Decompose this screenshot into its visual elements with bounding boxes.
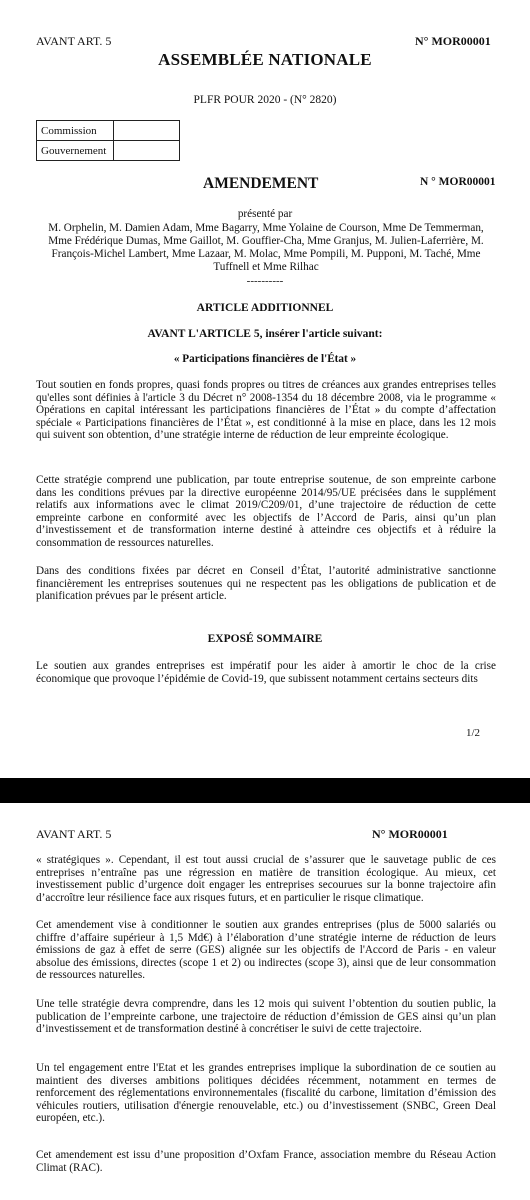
insert-instruction: AVANT L'ARTICLE 5, insérer l'article suivant: xyxy=(147,328,383,340)
article-heading: ARTICLE ADDITIONNEL xyxy=(196,302,334,314)
header-article-ref-2: AVANT ART. 5 xyxy=(36,827,112,841)
summary-paragraph-3: Cet amendement vise à conditionner le soutien aux grandes entreprises (plus de 5000 salariés ou chiffre d’affaire supérieur à 1,5 Md€) à l’élaboration d’une stratégie interne de réduction de leurs émissions de gaz à effet de serre (GES) alignée sur les objectifs de l'Accord de Paris - en valeur absolue des émissions, directes (scope 1 et 2) ou indirectes (scope 3), ainsi que de leur consommation de ressources naturelles. xyxy=(36,919,496,982)
article-name: « Participations financières de l'État » xyxy=(173,353,357,365)
header-amendment-number: N° MOR00001 xyxy=(415,34,491,48)
authors-list: M. Orphelin, M. Damien Adam, Mme Bagarry, Mme Yolaine de Courson, Mme De Temmerman, Mme Frédérique Dumas, Mme Gaillot, M. Gouffier-Cha, Mme Granjus, M. Julien-Laferrière, M. François-Michel Lambert, Mme Lazaar, M. Molac, Mme Pompili, M. Pupponi, M. Taché, Mme Tuffnell et Mme Rilhac xyxy=(48,222,484,273)
amendment-title: AMENDEMENT xyxy=(203,175,319,192)
government-value-cell xyxy=(114,141,180,161)
article-paragraph-2: Cette stratégie comprend une publication, par toute entreprise soutenue, de son empreinte carbone dans les conditions prévues par la directive européenne 2014/95/UE précisées dans le supplément relatifs aux informations avec le climat 2019/C209/01, d’une trajectoire de réduction de cette empreinte carbone en conformité avec les objectifs de l’Accord de Paris, ainsi qu’un plan d’investissement et de transformation interne destiné à atteindre ces objectifs et à réduire la consommation de ressources naturelles. xyxy=(36,474,496,549)
summary-paragraph-6: Cet amendement est issu d’une proposition d’Oxfam France, association membre du Réseau Action Climat (RAC). xyxy=(36,1149,496,1174)
bill-reference: PLFR POUR 2020 - (N° 2820) xyxy=(193,94,337,106)
commission-cell: Commission xyxy=(37,121,114,141)
article-paragraph-3: Dans des conditions fixées par décret en Conseil d’État, l’autorité administrative sanctionne financièrement les entreprises soutenues qui ne respectent pas les obligations de publication et de planification prévues par le présent article. xyxy=(36,565,496,603)
header-article-ref: AVANT ART. 5 xyxy=(36,34,112,48)
government-cell: Gouvernement xyxy=(37,141,114,161)
amendment-number: N ° MOR00001 xyxy=(420,176,496,188)
commission-value-cell xyxy=(114,121,180,141)
summary-paragraph-4: Une telle stratégie devra comprendre, dans les 12 mois qui suivent l’obtention du soutien public, la publication de l’empreinte carbone, une trajectoire de réduction d’émission de GES ainsi qu’un plan d’investissement et de transformation destiné à concrétiser le suivi de cette trajectoire. xyxy=(36,998,496,1036)
summary-paragraph-2: « stratégiques ». Cependant, il est tout aussi crucial de s’assurer que le sauvetage public de ces entreprises n’entraîne pas une régression en matière de transition écologique. Au mieux, cet investissement public d’urgence doit engager les entreprises secourues sur la bonne trajectoire afin d’accroître leur résilience face aux risques futurs, et en particulier le risque climatique. xyxy=(36,854,496,904)
commission-government-table xyxy=(36,120,180,161)
assembly-title: ASSEMBLÉE NATIONALE xyxy=(158,50,372,69)
page-number: 1/2 xyxy=(466,727,481,739)
separator: ---------- xyxy=(246,275,284,287)
header-amendment-number-2: N° MOR00001 xyxy=(372,827,448,841)
document-page-2 xyxy=(0,803,530,1200)
summary-heading: EXPOSÉ SOMMAIRE xyxy=(207,633,323,645)
summary-paragraph-1: Le soutien aux grandes entreprises est impératif pour les aider à amortir le choc de la crise économique que provoque l’épidémie de Covid-19, que subissent notamment certains secteurs dits xyxy=(36,660,496,685)
article-paragraph-1: Tout soutien en fonds propres, quasi fonds propres ou titres de créances aux grandes entreprises telles qu'elles sont définies à l'article 3 du Décret n° 2008-1354 du 18 décembre 2008, via le programme « Opérations en capital intéressant les participations financières de l’État » du compte d’affectation spéciale « Participations financières de l’État », est conditionné à la mise en place, dans les 12 mois qui suivent son obtention, d’une stratégie interne de réduction de leur empreinte écologique. xyxy=(36,379,496,442)
presented-by: présenté par xyxy=(237,208,293,220)
summary-paragraph-5: Un tel engagement entre l'Etat et les grandes entreprises implique la subordination de ce soutien au maintient des diverses ambitions politiques décidées récemment, notamment en termes de renforcement des réglementations environnementales (fiscalité du carbone, limitation d’émission des véhicules routiers, utilisation d'énergie renouvelable, etc.) ou d’investissement (SNBC, Green Deal européen, etc.). xyxy=(36,1062,496,1125)
